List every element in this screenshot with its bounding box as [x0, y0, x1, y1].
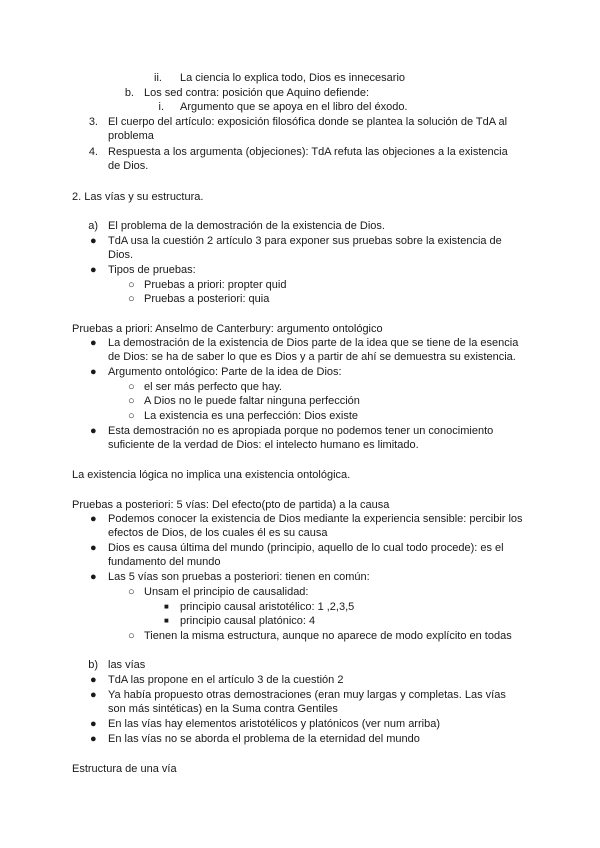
bullet-icon: ● — [90, 425, 97, 437]
bullet-icon: ● — [90, 235, 97, 247]
circle-bullet-icon: ○ — [128, 395, 135, 407]
sub-bullet-text: La existencia es una perfección: Dios existe — [144, 410, 359, 422]
bullet-text: Las 5 vías son pruebas a posteriori: tienen en común: — [108, 571, 370, 583]
bullet-text-line2: son más sintéticas) en la Suma contra Gentiles — [108, 703, 338, 715]
list-marker-a: a) — [88, 220, 98, 232]
bullet-text-line1: Ya había propuesto otras demostraciones (eran muy largas y completas. Las vías — [108, 689, 506, 701]
list-item-b: Los sed contra: posición que Aquino defiende: — [144, 87, 370, 99]
paragraph: La existencia lógica no implica una existencia ontológica. — [72, 469, 351, 481]
bullet-icon: ● — [90, 689, 97, 701]
sub-bullet-text: Unsam el principio de causalidad: — [144, 586, 309, 598]
list-item-a: El problema de la demostración de la existencia de Dios. — [108, 220, 385, 232]
bullet-text: En las vías no se aborda el problema de la eternidad del mundo — [108, 733, 420, 745]
list-item-ii: La ciencia lo explica todo, Dios es innecesario — [180, 72, 406, 84]
bullet-icon: ● — [90, 542, 97, 554]
bullet-text-line2: efectos de Dios, de los cuales él es su causa — [108, 527, 328, 539]
bullet-text: Argumento ontológico: Parte de la idea de Dios: — [108, 366, 342, 378]
bullet-text-line1: Dios es causa última del mundo (principio, aquello de lo cual todo procede): es el — [108, 542, 504, 554]
square-bullet-icon: ■ — [164, 602, 169, 611]
sub-bullet-text: A Dios no le puede faltar ninguna perfección — [144, 395, 360, 407]
bullet-text-line2: de Dios: se ha de saber lo que es Dios y a partir de ahí se demuestra su existencia. — [108, 351, 516, 363]
bullet-text: TdA las propone en el artículo 3 de la cuestión 2 — [108, 674, 344, 686]
sub-bullet-text: Tienen la misma estructura, aunque no aparece de modo explícito en todas — [144, 630, 512, 642]
bullet-text-line2: Dios. — [108, 249, 134, 261]
circle-bullet-icon: ○ — [128, 381, 135, 393]
bullet-icon: ● — [90, 571, 97, 583]
bullet-text-line1: Podemos conocer la existencia de Dios mediante la experiencia sensible: percibir los — [108, 513, 523, 525]
bullet-icon: ● — [90, 718, 97, 730]
list-item-i: Argumento que se apoya en el libro del éxodo. — [180, 101, 408, 113]
paragraph-heading: Estructura de una vía — [72, 763, 177, 775]
paragraph-heading: Pruebas a posteriori: 5 vías: Del efecto(pto de partida) a la causa — [72, 499, 390, 511]
bullet-text-line2: fundamento del mundo — [108, 556, 221, 568]
list-marker-b: b. — [124, 87, 134, 99]
list-item-4-line1: Respuesta a los argumenta (objeciones): TdA refuta las objeciones a la existencia — [108, 146, 508, 158]
bullet-text-line1: La demostración de la existencia de Dios parte de la idea que se tiene de la esencia — [108, 337, 519, 349]
list-item-b-paren: las vías — [108, 659, 146, 671]
bullet-icon: ● — [90, 264, 97, 276]
sub-bullet-text: Pruebas a priori: propter quid — [144, 279, 287, 291]
list-item-3-line1: El cuerpo del artículo: exposición filosófica donde se plantea la solución de TdA al — [108, 116, 508, 128]
square-bullet-icon: ■ — [164, 616, 169, 625]
circle-bullet-icon: ○ — [128, 630, 135, 642]
list-marker-3: 3. — [88, 116, 98, 128]
bullet-text: En las vías hay elementos aristotélicos y platónicos (ver num arriba) — [108, 718, 440, 730]
list-marker-i: i. — [158, 101, 164, 113]
sub-bullet-text: el ser más perfecto que hay. — [144, 381, 282, 393]
paragraph-heading: Pruebas a priori: Anselmo de Canterbury: argumento ontológico — [72, 323, 383, 335]
circle-bullet-icon: ○ — [128, 410, 135, 422]
list-marker-b-paren: b) — [88, 659, 98, 671]
list-marker-ii: ii. — [154, 72, 162, 84]
list-item-3-line2: problema — [108, 130, 154, 142]
sub-bullet-text: Pruebas a posteriori: quia — [144, 293, 270, 305]
circle-bullet-icon: ○ — [128, 293, 135, 305]
circle-bullet-icon: ○ — [128, 586, 135, 598]
bullet-text-line2: suficiente de la verdad de Dios: el intelecto humano es limitado. — [108, 439, 419, 451]
subsub-bullet-text: principio causal platónico: 4 — [180, 615, 316, 627]
subsub-bullet-text: principio causal aristotélico: 1 ,2,3,5 — [180, 601, 355, 613]
list-item-4-line2: de Dios. — [108, 160, 149, 172]
bullet-icon: ● — [90, 513, 97, 525]
list-marker-4: 4. — [88, 146, 98, 158]
bullet-icon: ● — [90, 366, 97, 378]
bullet-text-line1: TdA usa la cuestión 2 artículo 3 para exponer sus pruebas sobre la existencia de — [108, 235, 502, 247]
bullet-icon: ● — [90, 337, 97, 349]
bullet-icon: ● — [90, 733, 97, 745]
bullet-icon: ● — [90, 674, 97, 686]
bullet-text-line1: Esta demostración no es apropiada porque no podemos tener un conocimiento — [108, 425, 494, 437]
section-heading: 2. Las vías y su estructura. — [72, 191, 204, 203]
circle-bullet-icon: ○ — [128, 279, 135, 291]
bullet-text: Tipos de pruebas: — [108, 264, 196, 276]
